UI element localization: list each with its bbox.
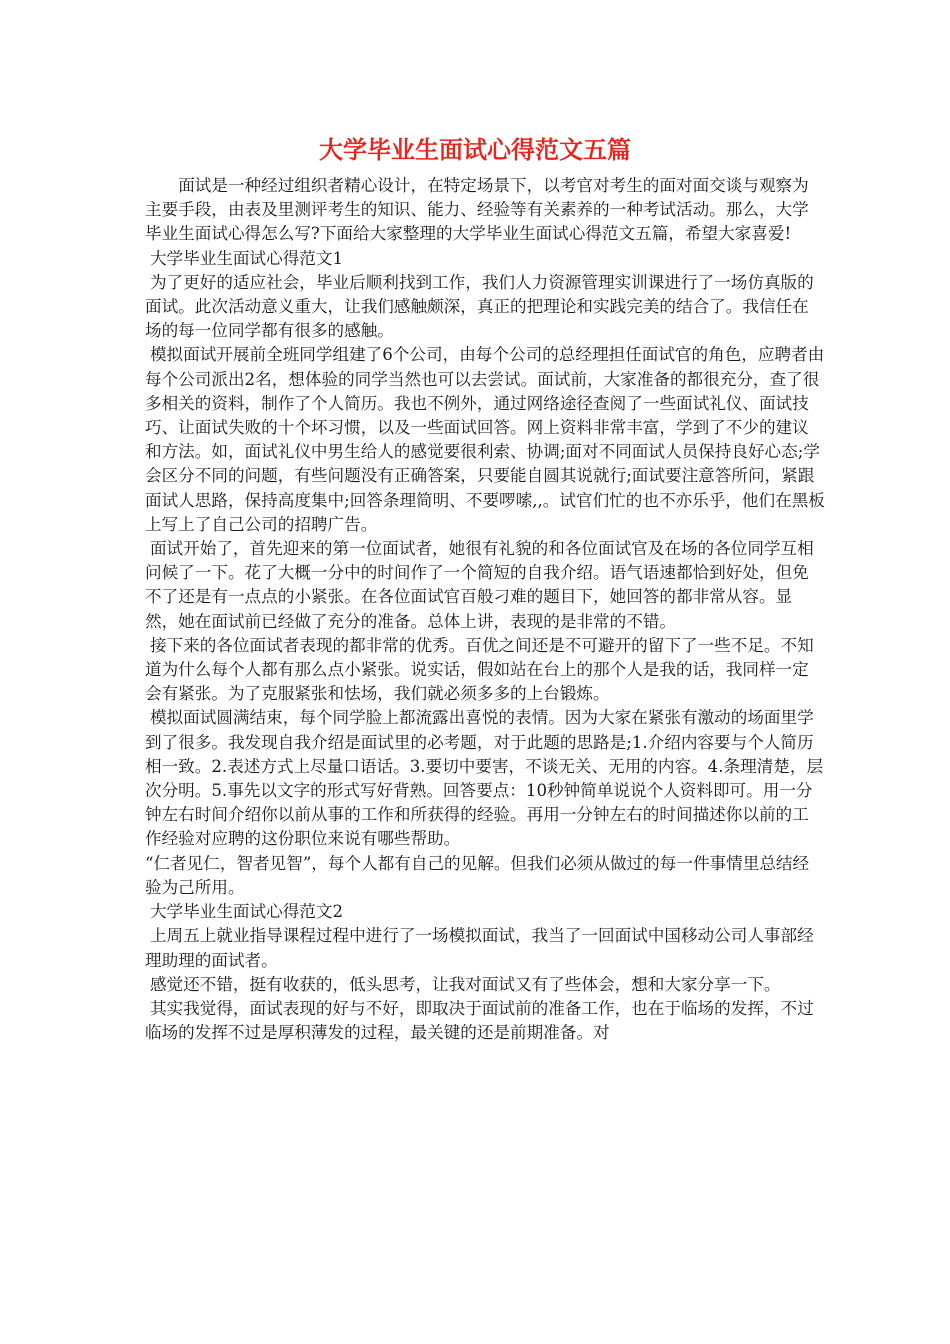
body-paragraph: 上周五上就业指导课程过程中进行了一场模拟面试，我当了一回面试中国移动公司人事部经理助理的面试者。 xyxy=(145,926,814,970)
document-body xyxy=(145,174,825,1045)
body-paragraph: 感觉还不错，挺有收获的，低头思考，让我对面试又有了些体会，想和大家分享一下。 xyxy=(149,974,781,994)
body-paragraph: 模拟面试开展前全班同学组建了6个公司，由每个公司的总经理担任面试官的角色，应聘者由每个公司派出2名，想体验的同学当然也可以去尝试。面试前，大家准备的都很充分，查了很多相关的资料，制作了个人简历。我也不例外，通过网络途径查阅了一些面试礼仪、面试技巧、让面试失败的十个坏习惯，以及一些面试回答。网上资料非常丰富，学到了不少的建议和方法。如，面试礼仪中男生给人的感觉要很利索、协调;面对不同面试人员保持良好心态;学会区分不同的问题，有些问题没有正确答案，只要能自圆其说就行;面试要注意答所问，紧跟面试人思路，保持高度集中;回答条理简明、不要啰嗦,,。试官们忙的也不亦乐乎，他们在黑板上写上了自己公司的招聘广告。 xyxy=(145,345,825,534)
body-paragraph: 面试开始了，首先迎来的第一位面试者，她很有礼貌的和各位面试官及在场的各位同学互相问候了一下。花了大概一分中的时间作了一个简短的自我介绍。语气语速都恰到好处，但免不了还是有一点点的小紧张。在各位面试官百般刁难的题目下，她回答的都非常从容。显然，她在面试前已经做了充分的准备。总体上讲，表现的是非常的不错。 xyxy=(145,539,814,631)
quote-paragraph: “仁者见仁，智者见智”，每个人都有自己的见解。但我们必须从做过的每一件事情里总结经验为己所用。 xyxy=(145,853,810,897)
body-paragraph: 其实我觉得，面试表现的好与不好，即取决于面试前的准备工作，也在于临场的发挥，不过临场的发挥不过是厚积薄发的过程，最关键的还是前期准备。对 xyxy=(145,998,814,1043)
body-paragraph: 接下来的各位面试者表现的都非常的优秀。百优之间还是不可避开的留下了一些不足。不知道为什么每个人都有那么点小紧张。说实话，假如站在台上的那个人是我的话，我同样一定会有紧张。为了克服紧张和怯场，我们就必须多多的上台锻炼。 xyxy=(145,635,814,704)
intro-paragraph: 面试是一种经过组织者精心设计，在特定场景下，以考官对考生的面对面交谈与观察为主要手段，由表及里测评考生的知识、能力、经验等有关素养的一种考试活动。那么，大学毕业生面试心得怎么写?下面给大家整理的大学毕业生面试心得范文五篇，希望大家喜爱! xyxy=(145,176,809,244)
body-paragraph: 为了更好的适应社会，毕业后顺利找到工作，我们人力资源管理实训课进行了一场仿真版的面试。此次活动意义重大，让我们感触颇深，真正的把理论和实践完美的结合了。我信任在场的每一位同学都有很多的感触。 xyxy=(145,272,814,341)
section-heading-1: 大学毕业生面试心得范文1 xyxy=(149,248,344,268)
body-paragraph: 模拟面试圆满结束，每个同学脸上都流露出喜悦的表情。因为大家在紧张有激动的场面里学到了很多。我发现自我介绍是面试里的必考题，对于此题的思路是;1.介绍内容要与个人简历相一致。2.表述方式上尽量口语话。3.要切中要害，不谈无关、无用的内容。4.条理清楚，层次分明。5.事先以文字的形式写好背熟。回答要点：10秒钟简单说说个人资料即可。用一分钟左右时间介绍你以前从事的工作和所获得的经验。再用一分钟左右的时间描述你以前的工作经验对应聘的这份职位来说有哪些帮助。 xyxy=(145,708,824,849)
document-title: 大学毕业生面试心得范文五篇 xyxy=(319,135,631,164)
section-heading-2: 大学毕业生面试心得范文2 xyxy=(149,902,344,922)
